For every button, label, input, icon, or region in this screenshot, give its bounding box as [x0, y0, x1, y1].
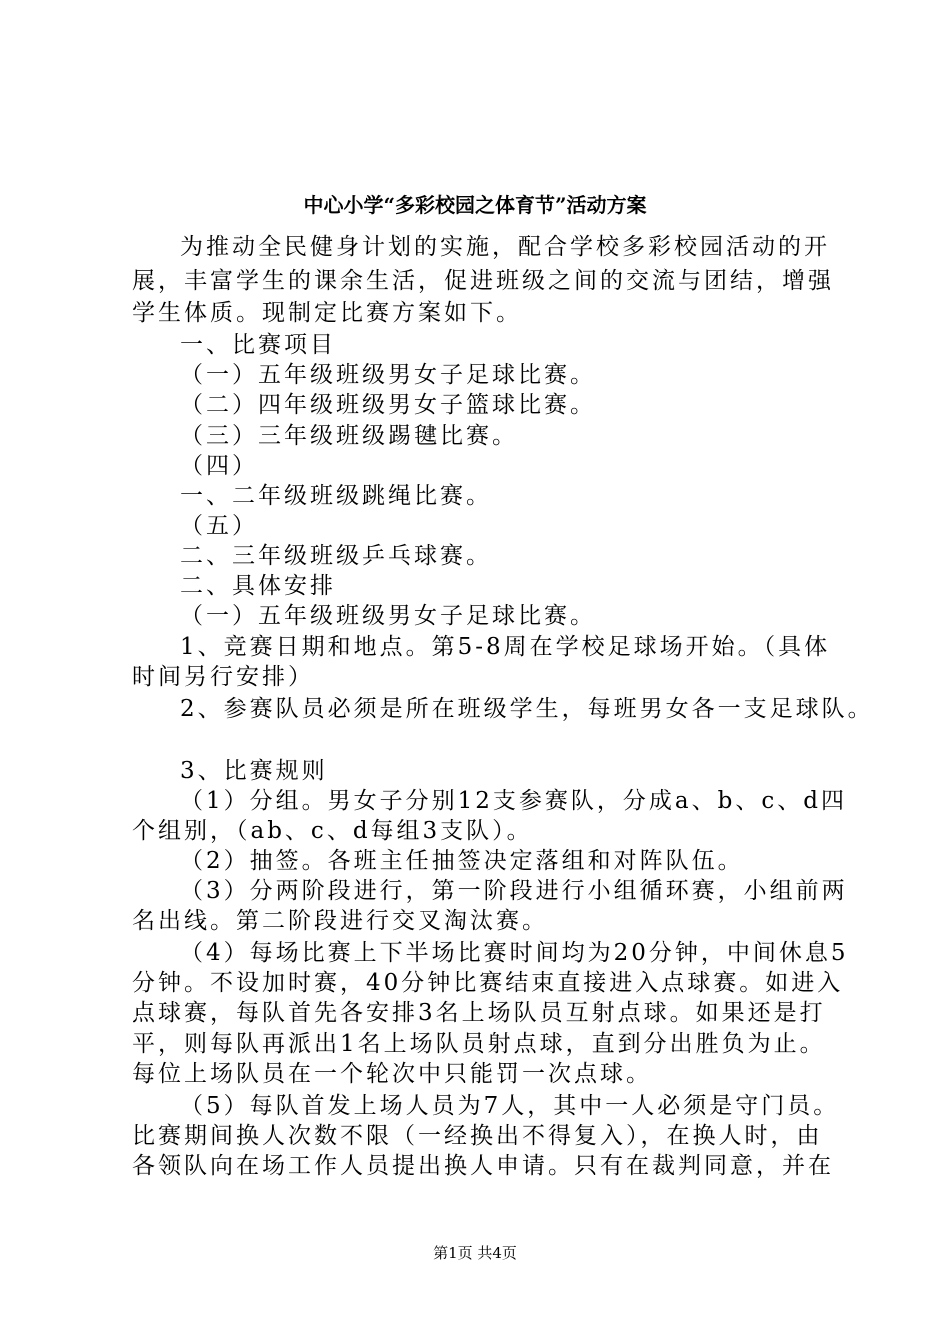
- paragraph-line: 各领队向在场工作人员提出换人申请。只有在裁判同意，并在: [132, 1153, 834, 1179]
- list-item: （四）: [180, 453, 258, 479]
- section-heading: 一、比赛项目: [180, 332, 336, 358]
- paragraph-line: （3）分两阶段进行，第一阶段进行小组循环赛，小组前两: [180, 878, 848, 904]
- list-item: 一、二年级班级跳绳比赛。: [180, 483, 492, 509]
- list-item: （二）四年级班级男女子篮球比赛。: [180, 392, 596, 418]
- page-footer: 第1页 共4页: [433, 1244, 517, 1262]
- paragraph-line: 个组别，（ab、c、d每组3支队）。: [132, 818, 533, 844]
- paragraph-line: 平，则每队再派出1名上场队员射点球，直到分出胜负为止。: [132, 1031, 826, 1057]
- paragraph-line: 展，丰富学生的课余生活，促进班级之间的交流与团结，增强: [132, 268, 834, 294]
- list-item: （一）五年级班级男女子足球比赛。: [180, 603, 596, 629]
- list-item: （一）五年级班级男女子足球比赛。: [180, 362, 596, 388]
- paragraph-line: 为推动全民健身计划的实施，配合学校多彩校园活动的开: [180, 234, 830, 260]
- subsection-heading: 3、比赛规则: [180, 758, 328, 784]
- paragraph-line: 比赛期间换人次数不限（一经换出不得复入），在换人时，由: [132, 1123, 823, 1149]
- document-title: 中心小学“多彩校园之体育节”活动方案: [303, 193, 647, 217]
- section-heading: 二、具体安排: [180, 573, 336, 599]
- paragraph-line: 点球赛，每队首先各安排3名上场队员互射点球。如果还是打: [132, 1000, 826, 1026]
- paragraph-line: 2、参赛队员必须是所在班级学生，每班男女各一支足球队。: [180, 696, 874, 722]
- paragraph-line: （5）每队首发上场人员为7人，其中一人必须是守门员。: [180, 1093, 840, 1119]
- list-item: 二、三年级班级乒乓球赛。: [180, 543, 492, 569]
- paragraph-line: 分钟。不设加时赛，40分钟比赛结束直接进入点球赛。如进入: [132, 970, 844, 996]
- list-item: （三）三年级班级踢毽比赛。: [180, 423, 518, 449]
- list-item: （五）: [180, 513, 258, 539]
- paragraph-line: 1、竞赛日期和地点。第5-8周在学校足球场开始。（具体: [180, 634, 831, 660]
- paragraph-line: 学生体质。现制定比赛方案如下。: [132, 300, 522, 326]
- paragraph-line: （4）每场比赛上下半场比赛时间均为20分钟，中间休息5: [180, 940, 849, 966]
- paragraph-line: 时间另行安排）: [132, 664, 314, 690]
- paragraph-line: 每位上场队员在一个轮次中只能罚一次点球。: [132, 1061, 652, 1087]
- paragraph-line: 名出线。第二阶段进行交叉淘汰赛。: [132, 908, 548, 934]
- paragraph-line: （1）分组。男女子分别12支参赛队，分成a、b、c、d四: [180, 788, 847, 814]
- paragraph-line: （2）抽签。各班主任抽签决定落组和对阵队伍。: [180, 848, 744, 874]
